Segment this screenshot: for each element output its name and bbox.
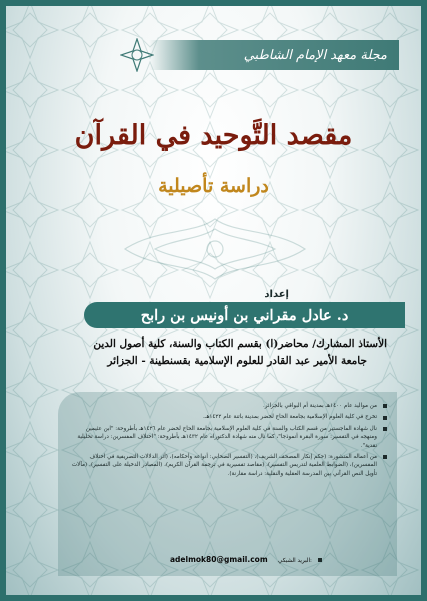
article-title: مقصد التَّوحيد في القرآن [74,120,353,151]
decorative-ornament-icon [95,214,335,284]
author-bio-box [58,392,397,576]
prepared-by-label: إعداد [264,289,289,300]
author-name-banner [84,302,405,328]
frame-border-top [0,0,427,6]
bio-item: من أعماله المنشورة: (حكم إنكار المصحف الشريف)، (التفسير الصحابي: أنواعه وأحكامه)، (أثر الدلالات التصريفية في اختلاف المفسرين)، (الضوابط العلمية لتدريس التفسير)، (مقاصد تفسيرية في ترجمة القرآن الكريم)، (المصادر الدخيلة على التفسير)، (مآلات تأويل النص القرآني بين المدرسة العقلية والنقلية: دراسة مقارنة). [68,453,387,478]
bio-item: من مواليد عام ١٤٠٠هـ بمدينة أم البواقي بالجزائر. [68,402,387,410]
bullet-icon [383,416,387,420]
bio-item: تخرج في كلية العلوم الإسلامية بجامعة الحاج لخضر بمدينة باتنة عام ١٤٢٢هـ. [68,413,387,421]
article-subtitle: دراسة تأصيلية [158,175,269,197]
frame-border-left [0,0,6,601]
frame-border-bottom [0,595,427,601]
journal-name: مجلة معهد الإمام الشاطبي [243,47,387,63]
bullet-icon [383,427,387,431]
bullet-icon [318,558,322,562]
author-affiliation-line-1: الأستاذ المشارك/ محاضر(ا) بقسم الكتاب والسنة، كلية أصول الدين [93,338,387,350]
bio-item: نال شهادة الماجستير من قسم الكتاب والسنة في كلية العلوم الإسلامية بجامعة الحاج لخضر عام ١٤٢٦هـ بأطروحة: "ابن عثيمين ومنهجه في التفسير: سورة البقرة أنموذجا"، كما نال منه شهادة الدكتوراه عام ١٤٣٢هـ بأطروحة: "اختلاف المفسرين: دراسة تحليلية نقدية". [68,425,387,450]
frame-border-right [421,0,427,601]
bullet-icon [383,404,387,408]
author-affiliation-line-2: جامعة الأمير عبد القادر للعلوم الإسلامية بقسنطينة - الجزائر [107,355,367,367]
email-address[interactable]: adelmok80@gmail.com [170,555,268,564]
bullet-icon [383,455,387,459]
email-label: البريد الشبكي: [278,558,312,564]
author-name: د. عادل مقراني بن أونيس بن رابح [140,306,349,324]
email-row [170,555,322,564]
bio-list [68,402,387,478]
journal-name-banner [149,40,399,70]
